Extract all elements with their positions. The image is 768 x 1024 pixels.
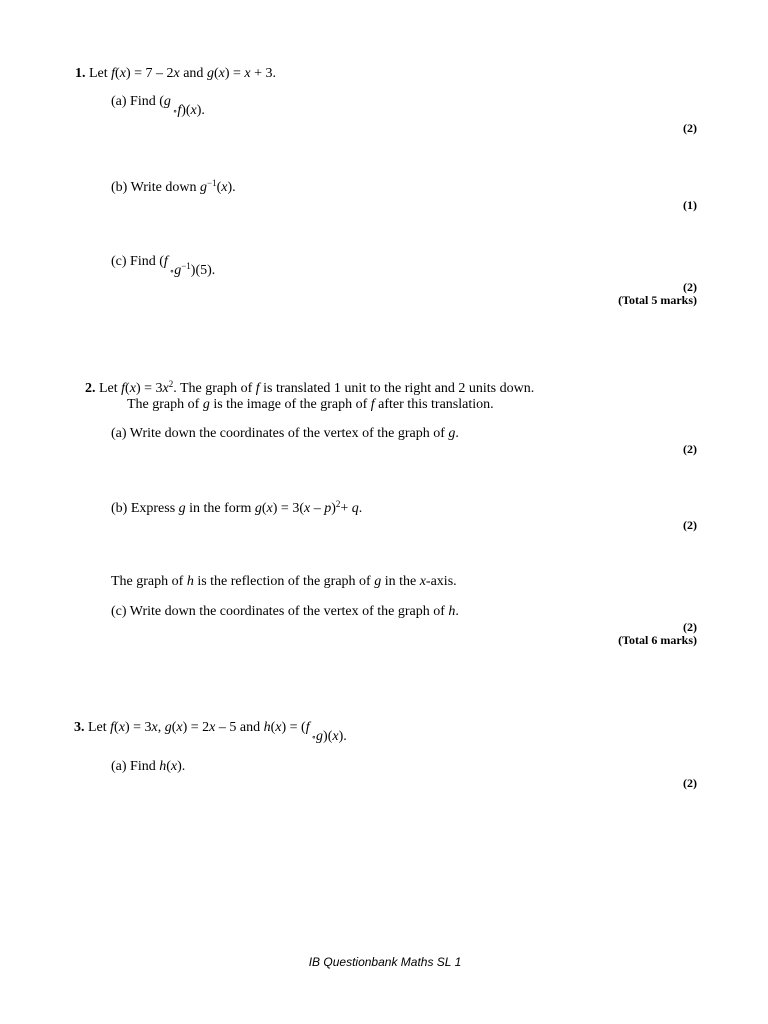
text-run: . (455, 426, 459, 441)
math-variable: f (163, 254, 168, 269)
math-variable: g (178, 501, 186, 516)
q2-total-marks: (Total 6 marks) (618, 633, 697, 647)
text-run: + (340, 501, 352, 516)
math-variable: g (206, 66, 214, 81)
math-variable: h (263, 720, 271, 735)
math-variable: h (448, 604, 456, 619)
math-variable: x (244, 66, 251, 81)
text-run: (c) Find ( (111, 254, 164, 269)
math-variable: x (170, 759, 178, 774)
q1-total-marks: (Total 5 marks) (618, 293, 697, 307)
text-run: Let (95, 381, 122, 396)
superscript: 2 (335, 499, 341, 509)
text-run: and (179, 66, 207, 81)
text-run: ). (177, 759, 186, 774)
question-number: 2. (85, 381, 96, 396)
math-variable: f (121, 381, 126, 396)
text-run: ( (125, 381, 130, 396)
math-variable: x (209, 720, 216, 735)
math-variable: g (164, 720, 172, 735)
q1b-marks: (1) (683, 198, 697, 212)
text-run: after this translation. (374, 397, 494, 412)
composition-operator: ∘ (172, 107, 178, 117)
q2a-prompt (111, 426, 459, 442)
math-variable: f (110, 720, 115, 735)
q2-stem (85, 381, 534, 397)
text-run: ) = 2 (182, 720, 210, 735)
text-run: ( (114, 720, 119, 735)
math-variable: g (163, 94, 171, 109)
q1-stem (75, 66, 276, 82)
lowered-run (170, 263, 216, 278)
math-variable: g (254, 501, 262, 516)
text-run: ) = 3 (135, 381, 163, 396)
text-run: (a) Write down the coordinates of the vertex of the graph of (111, 426, 449, 441)
text-run: ( (216, 180, 222, 195)
text-run: . (455, 604, 459, 619)
text-run: ) = 3 (124, 720, 152, 735)
superscript: −1 (207, 178, 217, 188)
text-run: The graph of (127, 397, 203, 412)
math-variable: x (419, 574, 426, 589)
math-variable: g (448, 426, 456, 441)
math-variable: x (173, 66, 180, 81)
text-run: ) = ( (281, 720, 306, 735)
math-variable: g (202, 397, 210, 412)
page-footer: IB Questionbank Maths SL 1 (308, 955, 462, 969)
text-run: Let (85, 66, 112, 81)
math-variable: x (304, 501, 311, 516)
math-variable: x (190, 103, 197, 118)
composition-operator: ∘ (169, 267, 175, 277)
math-variable: f (111, 66, 116, 81)
math-variable: x (176, 720, 183, 735)
q1c-prompt (111, 254, 216, 278)
text-run: . (358, 501, 363, 516)
text-run: (b) Write down (111, 180, 200, 195)
math-variable: f (177, 103, 182, 118)
text-run: ) = 7 – 2 (125, 66, 174, 81)
q1b-prompt (111, 180, 236, 196)
math-variable: x (221, 180, 228, 195)
q1c-marks: (2) (683, 280, 697, 294)
text-run: ) = 3( (272, 501, 304, 516)
text-run: in the form (185, 501, 255, 516)
text-run: – 5 and (215, 720, 264, 735)
text-run: ). (338, 729, 347, 744)
text-run: Let (84, 720, 111, 735)
math-variable: f (370, 397, 375, 412)
text-run: is the image of the graph of (209, 397, 371, 412)
composition-operator: ∘ (311, 733, 317, 743)
q2b-prompt (111, 501, 362, 517)
text-run: (b) Express (111, 501, 179, 516)
text-run: ) (331, 501, 336, 516)
text-run: , (157, 720, 165, 735)
text-run: – (310, 501, 325, 516)
text-run: ( (261, 501, 267, 516)
text-run: . The graph of (173, 381, 256, 396)
lowered-run (173, 103, 205, 118)
math-variable: x (129, 381, 136, 396)
text-run: ( (213, 66, 219, 81)
text-run: (a) Find (111, 759, 160, 774)
math-variable: x (332, 729, 339, 744)
q3a-prompt (111, 759, 185, 775)
text-run: -axis. (425, 574, 457, 589)
text-run: ). (196, 103, 205, 118)
question-number: 3. (74, 720, 85, 735)
math-variable: g (316, 729, 324, 744)
text-run: )( (323, 729, 333, 744)
text-run: ) = (224, 66, 245, 81)
q3-stem (74, 720, 347, 744)
math-variable: g (200, 180, 207, 195)
math-variable: f (255, 381, 260, 396)
text-run: ( (166, 759, 171, 774)
q2-reflection-note (111, 574, 457, 590)
q2c-prompt (111, 604, 459, 620)
text-run: ( (270, 720, 276, 735)
q1a-marks: (2) (683, 121, 697, 135)
lowered-run (312, 729, 347, 744)
math-variable: h (159, 759, 167, 774)
math-variable: x (275, 720, 282, 735)
math-variable: f (305, 720, 310, 735)
q2a-marks: (2) (683, 442, 697, 456)
superscript: 2 (168, 379, 174, 389)
math-variable: x (218, 66, 225, 81)
text-run: )( (181, 103, 191, 118)
text-run: + 3. (250, 66, 277, 81)
q2b-marks: (2) (683, 518, 697, 532)
math-variable: x (118, 720, 125, 735)
q2-stem-line2 (127, 397, 494, 413)
text-run: ). (227, 180, 236, 195)
text-run: )(5). (190, 263, 216, 278)
q3a-marks: (2) (683, 776, 697, 790)
math-variable: x (266, 501, 273, 516)
text-run: in the (381, 574, 420, 589)
q2c-marks: (2) (683, 620, 697, 634)
math-variable: x (151, 720, 158, 735)
text-run: is translated 1 unit to the right and 2 units down. (259, 381, 535, 396)
q1a-prompt (111, 94, 205, 118)
math-variable: q (351, 501, 359, 516)
text-run: The graph of (111, 574, 187, 589)
math-variable: h (186, 574, 194, 589)
question-number: 1. (75, 66, 86, 81)
math-variable: p (324, 501, 332, 516)
math-variable: g (174, 263, 182, 278)
math-variable: x (119, 66, 126, 81)
text-run: (a) Find ( (111, 94, 164, 109)
math-variable: x (162, 381, 169, 396)
text-run: ( (171, 720, 177, 735)
text-run: (c) Write down the coordinates of the vertex of the graph of (111, 604, 449, 619)
superscript: −1 (181, 261, 191, 271)
text-run: ( (115, 66, 120, 81)
math-variable: g (374, 574, 382, 589)
text-run: is the reflection of the graph of (193, 574, 375, 589)
